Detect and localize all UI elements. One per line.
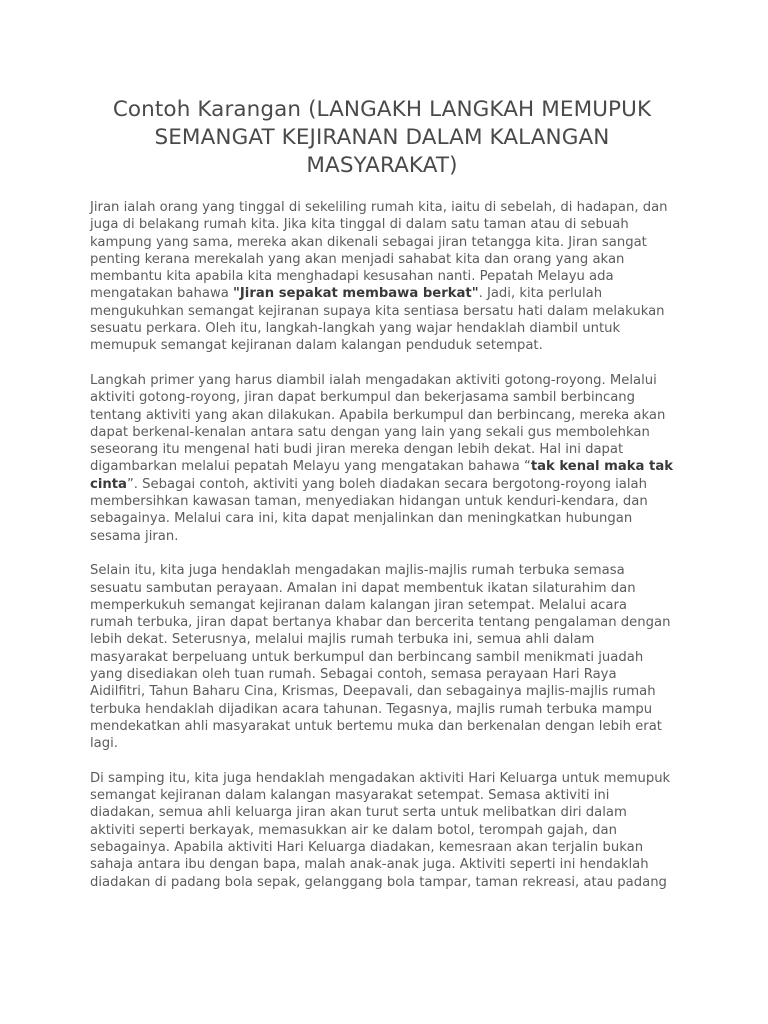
paragraph-gotong-royong [90,372,674,545]
paragraph-hari-keluarga [90,770,674,891]
document-page [90,96,674,908]
paragraph-text: Di samping itu, kita juga hendaklah mengadakan aktiviti Hari Keluarga untuk memupuk semangat kejiranan dalam kalangan masyarakat setempat. Semasa aktiviti ini diadakan, semua ahli keluarga jiran akan turut serta untuk melibatkan diri dalam aktiviti seperti berkayak, memasukkan air ke dalam botol, terompah gajah, dan sebagainya. Apabila aktiviti Hari Keluarga diadakan, kemesraan akan terjalin bukan sahaja antara ibu dengan bapa, malah anak-anak juga. Aktiviti seperti ini hendaklah diadakan di padang bola sepak, gelanggang bola tampar, taman rekreasi, atau padang [90,770,671,890]
paragraph-text: Langkah primer yang harus diambil ialah mengadakan aktiviti gotong-royong. Melalui aktiviti gotong-royong, jiran dapat berkumpul dan bekerjasama sambil berbincang tentang aktiviti yang akan dilakukan. Apabila berkumpul dan berbincang, mereka akan dapat berkenal-kenalan antara satu dengan yang lain yang sekali gus membolehkan seseorang itu mengenal hati budi jiran mereka dengan lebih dekat. Hal ini dapat digambarkan melalui pepatah Melayu yang mengatakan bahawa “ [90,372,666,475]
paragraph-bold-quote: tak kenal maka tak cinta [90,459,674,492]
paragraph-rumah-terbuka [90,562,674,752]
paragraph-text: ”. Sebagai contoh, aktiviti yang boleh diadakan secara bergotong-royong ialah membersihkan kawasan taman, menyediakan hidangan untuk kenduri-kendara, dan sebagainya. Melalui cara ini, kita dapat menjalinkan dan meningkatkan hubungan sesama jiran. [90,476,648,544]
paragraph-text: Jiran ialah orang yang tinggal di sekeliling rumah kita, iaitu di sebelah, di hadapan, dan juga di belakang rumah kita. Jika kita tinggal di dalam satu taman atau di sebuah kampung yang sama, mereka akan dikenali sebagai jiran tetangga kita. Jiran sangat penting kerana merekalah yang akan menjadi sahabat kita dan orang yang akan membantu kita apabila kita menghadapi kesusahan nanti. Pepatah Melayu ada mengatakan bahawa [90,200,668,302]
paragraph-intro [90,199,674,355]
paragraph-text: Selain itu, kita juga hendaklah mengadakan majlis-majlis rumah terbuka semasa sesuatu sambutan perayaan. Amalan ini dapat membentuk ikatan silaturahim dan memperkukuh semangat kejiranan dalam kalangan jiran setempat. Melalui acara rumah terbuka, jiran dapat bertanya khabar dan bercerita tentang pengalaman dengan lebih dekat. Seterusnya, melalui majlis rumah terbuka ini, semua ahli dalam masyarakat berpeluang untuk berkumpul dan berbincang sambil menikmati juadah yang disediakan oleh tuan rumah. Sebagai contoh, semasa perayaan Hari Raya Aidilfitri, Tahun Baharu Cina, Krismas, Deepavali, dan sebagainya majlis-majlis rumah terbuka hendaklah dijadikan acara tahunan. Tegasnya, majlis rumah terbuka mampu mendekatkan ahli masyarakat untuk bertemu muka dan berkenalan dengan lebih erat lagi. [90,563,671,752]
paragraph-text: . Jadi, kita perlulah mengukuhkan semangat kejiranan supaya kita sentiasa bersatu hati dalam melakukan sesuatu perkara. Oleh itu, langkah-langkah yang wajar hendaklah diambil untuk memupuk semangat kejiranan dalam kalangan penduduk setempat. [90,286,665,354]
document-title: Contoh Karangan (LANGAKH LANGKAH MEMUPUK SEMANGAT KEJIRANAN DALAM KALANGAN MASYARAKAT) [112,97,652,178]
paragraph-bold-quote: "Jiran sepakat membawa berkat" [233,286,479,302]
